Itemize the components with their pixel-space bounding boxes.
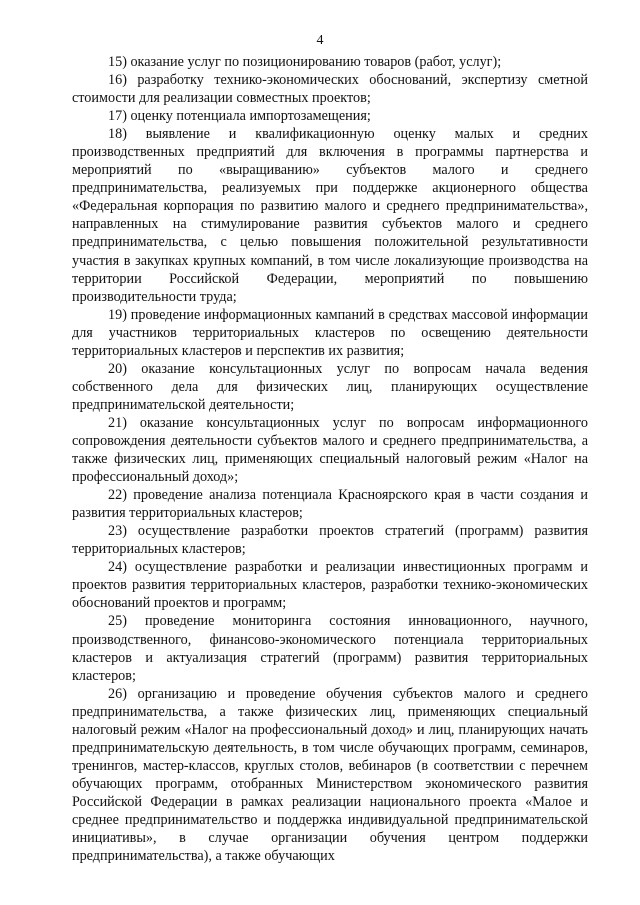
list-item-15: 15) оказание услуг по позиционированию товаров (работ, услуг); <box>108 54 502 70</box>
page-number: 4 <box>316 33 324 48</box>
document-body <box>72 53 588 865</box>
list-item-17: 17) оценку потенциала импортозамещения; <box>108 108 371 125</box>
list-item-25: 25) проведение мониторинга состояния инновационного, научного, производственного, финансово-экономического потенциала территориальных кластеров и актуализация стратегий (программ) развития территориальных кластеров; <box>72 613 588 684</box>
list-item-23: 23) осуществление разработки проектов стратегий (программ) развития территориальных кластеров; <box>72 523 588 558</box>
list-item-20: 20) оказание консультационных услуг по вопросам начала ведения собственного дела для физических лиц, планирующих осуществление предпринимательской деятельности; <box>72 360 588 413</box>
list-item-26: 26) организацию и проведение обучения субъектов малого и среднего предпринимательства, а также физических лиц, применяющих специальный налоговый режим «Налог на профессиональный доход» и лиц, планирующих начать предпринимательскую деятельность, в том числе обучающих программ, семинаров, тренингов, мастер-классов, круглых столов, вебинаров (в соответствии с перечнем обучающих программ, отобранных Министерством экономического развития Российской Федерации в рамках реализации национального проекта «Малое и среднее предпринимательство и поддержка индивидуальной предпринимательской инициативы», в случае организации обучения центром поддержки предпринимательства), а также обучающих <box>72 685 588 865</box>
list-item-24: 24) осуществление разработки и реализации инвестиционных программ и проектов развития территориальных кластеров, разработки технико-экономических обоснований проектов и программ; <box>72 559 588 612</box>
list-item-16: 16) разработку технико-экономических обоснований, экспертизу сметной стоимости для реализации совместных проектов; <box>72 72 588 107</box>
list-item-21: 21) оказание консультационных услуг по вопросам информационного сопровождения деятельности субъектов малого и среднего предпринимательства, а также физических лиц, применяющих специальный налоговый режим «Налог на профессиональный доход»; <box>72 414 588 486</box>
list-item-19: 19) проведение информационных кампаний в средствах массовой информации для участников территориальных кластеров по освещению деятельности территориальных кластеров и перспектив их развития; <box>72 306 588 359</box>
list-item-22: 22) проведение анализа потенциала Красноярского края в части создания и развития территориальных кластеров; <box>72 487 588 522</box>
list-item-18: 18) выявление и квалификационную оценку малых и средних производственных предприятий для включения в программы партнерства и мероприятий по «выращиванию» субъектов малого и среднего предпринимательства, реализуемых при поддержке акционерного общества «Федеральная корпорация по развитию малого и среднего предпринимательства», направленных на стимулирование развития субъектов малого и среднего предпринимательства, с целью повышения положительной результативности участия в закупках крупных компаний, в том числе локализующие производства на территории Российской Федерации, мероприятий по повышению производительности труда; <box>72 126 588 305</box>
